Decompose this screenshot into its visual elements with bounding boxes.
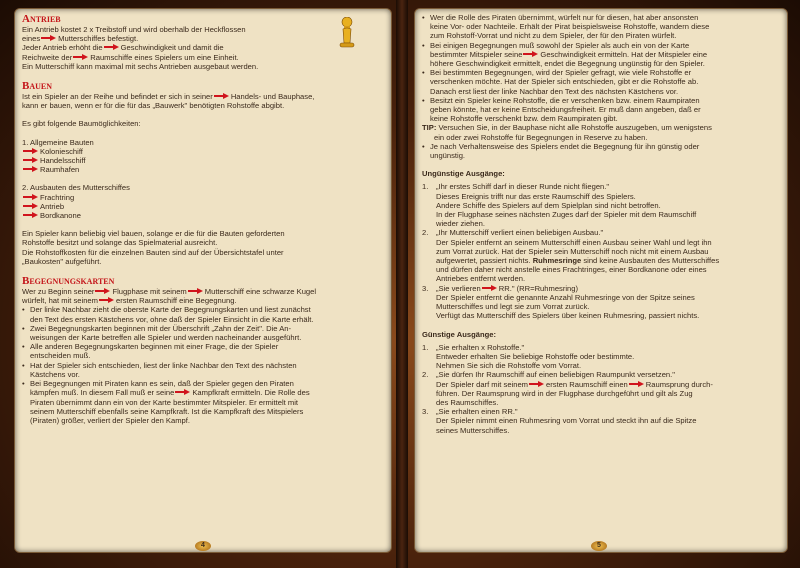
red-arrow-icon (99, 297, 114, 303)
red-arrow-icon (23, 203, 38, 209)
list-item: 3. „Sie erhalten einen RR." Der Spieler nimmt einen Ruhmesring vom Vorrat und steckt ihn auf die Spitze seines Mutterschiffes. (422, 407, 780, 435)
list-item: • Je nach Verhaltensweise des Spielers endet die Begegnung für ihn günstig oder ungünstig. (422, 142, 780, 160)
favorable-outcomes-heading: Günstige Ausgänge: (422, 329, 496, 339)
red-arrow-icon (41, 35, 56, 41)
list-item: • Der linke Nachbar zieht die oberste Karte der Begegnungskarten und liest zunächst den Text des ersten Kästchens vor, ohne daß der Spieler Einsicht in die Karte erhält. (22, 305, 384, 323)
page-number: 4 (195, 541, 211, 551)
list-item: • Wer die Rolle des Piraten übernimmt, würfelt nur für diesen, hat aber ansonsten keine Vor- oder Nachteile. Erhält der Pirat beispielsweise Rohstoffe, wandern diese zum Rohstoff-Vorrat und nicht zu dem Spieler, der für den Piraten würfelt. (422, 13, 780, 41)
red-arrow-icon (23, 212, 38, 218)
antrieb-heading: Antrieb (22, 13, 61, 25)
build-group-2: 2. Ausbauten des Mutterschiffes (22, 183, 130, 193)
red-arrow-icon (23, 194, 38, 200)
bauen-heading: Bauen (22, 80, 53, 93)
list-item: • Bei einigen Begegnungen muß sowohl der Spieler als auch ein von der Karte bestimmter Mitspieler seine Geschwindigkeit ermitteln. Hat der Mitspieler eine höhere Geschwindigkeit ermittelt, endet die Begegnung ungünstig für den Spieler. (422, 41, 780, 69)
tip: TIP: Versuchen Sie, in der Bauphase nicht alle Rohstoffe auszugeben, um wenigstens (422, 123, 712, 133)
red-arrow-icon (175, 389, 190, 395)
unfavorable-outcomes-heading: Ungünstige Ausgänge: (422, 169, 505, 179)
list-item: Antrieb (22, 202, 384, 211)
red-arrow-icon (188, 288, 203, 294)
list-item: 2. „Ihr Mutterschiff verliert einen beliebigen Ausbau." Der Spieler entfernt an seinem Mutterschiff einen Ausbau seiner Wahl und legt ihn zum Vorrat zurück. Hat der Spieler sein Mutterschiff noch nicht mit einem Ausbau aufgewertet, passiert nichts. Ruhmesringe sind keine Ausbauten des Mutterschiffes und dürfen daher nicht anstelle eines Frachtringes, einer Bordkanone oder eines Antriebes entfernt werden. (422, 228, 780, 283)
red-arrow-icon (23, 148, 38, 154)
list-item: 3. „Sie verlieren RR." (RR=Ruhmesring) Der Spieler entfernt die genannte Anzahl Ruhmesringe von der Spitze seines Mutterschiffes und legt sie zum Vorrat zurück. Verfügt das Mutterschiff des Spielers über keinen Ruhmesring, passiert nichts. (422, 284, 780, 321)
right-page: • Wer die Rolle des Piraten übernimmt, würfelt nur für diesen, hat aber ansonsten keine Vor- oder Nachteile. Erhält der Pirat beispielsweise Rohstoffe, wandern diese zum Rohstoff-Vorrat und nicht zu dem Spieler, der für den Piraten würfelt. • Bei einigen Begegnungen muß sowohl der Spieler als auch ein von der Karte bestimmter Mitspieler seine Geschwindigkeit ermitteln. Hat der Mitspieler eine höhere Geschwindigkeit ermittelt, endet die Begegnung ungünstig für den Spieler. • Bei bestimmten Begegnungen, wird der Spieler gefragt, wie viele Rohstoffe er verschenken möchte. Hat der Spieler sich entschieden, gibt er die Rohstoffe ab. Danach erst liest der linke Nachbar den Text des nächsten Kästchens vor. • Besitzt ein Spieler keine Rohstoffe, die er verschenken bzw. einem Raumpiraten geben könnte, hat er keine Entscheidungsfreiheit. Er muß dann angeben, daß er keine Rohstoffe verschenkt bzw. dem Raumpiraten gibt. TIP: Versuchen Sie, in der Bauphase nicht alle Rohstoffe auszugeben, um wenigstens ein oder zwei Rohstoffe für Begegnungen in Reserve zu haben. • Je nach Verhaltensweise des Spielers endet die Begegnung für ihn günstig oder ungünstig. Ungünstige Ausgänge: 1. „Ihr erstes Schiff darf in dieser Runde nicht fliegen." Dieses Ereignis trifft nur das erste Raumschiff des Spielers. Andere Schiffe des Spielers auf dem Spielplan sind nicht betroffen. In der Flugphase seines nächsten Zuges darf der Spieler mit dem Raumschiff wieder ziehen. 2. „Ihr Mutterschiff verliert einen beliebigen Ausbau." Der Spieler entfernt an seinem Mutterschiff einen Ausbau seiner Wahl und legt ihn zum Vorrat zurück. Hat der Spieler sein Mutterschiff noch nicht mit einem Ausbau aufgewertet, passiert nichts. Ruhmesringe sind keine Ausbauten des Mutterschiffes und dürfen daher nicht anstelle eines Frachtringes, einer Bordkanone oder eines Antriebes entfernt werden. 3. „Sie verlieren RR." (RR=Ruhmesring) Der Spieler entfernt die genannte Anzahl Ruhmesringe von der Spitze seines Mutterschiffes und legt sie zum Vorrat zurück. Verfügt das Mutterschiff des Spielers über keinen Ruhmesring, passiert nichts. Günstige Ausgänge: 1. „Sie erhalten x Rohstoffe." Entweder erhalten Sie beliebige Rohstoffe oder bestimmte. Nehmen Sie sich die Rohstoffe vom Vorrat. 2. „Sie dürfen Ihr Raumschiff auf einen beliebigen Raumpunkt versetzen." Der Spieler darf mit seinem ersten Raumschiff einen Raumsprung durch- führen. Der Raumsprung wird in der Flugphase durchgeführt und gilt als Zug des Raumschiffes. 3. „Sie erhalten einen RR." Der Spieler nimmt einen Ruhmesring vom Vorrat und steckt ihn auf die Spitze seines Mutterschiffes. 5 (414, 8, 788, 553)
list-item: 1. „Sie erhalten x Rohstoffe." Entweder erhalten Sie beliebige Rohstoffe oder bestimmte. Nehmen Sie sich die Rohstoffe vom Vorrat. (422, 343, 780, 371)
encounter-rules-list-continued (422, 13, 780, 123)
page-number: 5 (591, 541, 607, 551)
list-item: • Hat der Spieler sich entschieden, liest der linke Nachbar den Text des nächsten Kästchens vor. (22, 361, 384, 379)
list-item: • Bei bestimmten Begegnungen, wird der Spieler gefragt, wie viele Rohstoffe er verschenken möchte. Hat der Spieler sich entschieden, gibt er die Rohstoffe ab. Danach erst liest der linke Nachbar den Text des nächsten Kästchens vor. (422, 68, 780, 96)
begegnungskarten-heading: Begegnungskarten (22, 275, 115, 288)
list-item: Raumhafen (22, 165, 384, 174)
favorable-outcomes-list (422, 343, 780, 435)
red-arrow-icon (73, 54, 88, 60)
red-arrow-icon (523, 51, 538, 57)
list-item: Kolonieschiff (22, 147, 384, 156)
list-item: • Alle anderen Begegnungskarten beginnen mit einer Frage, die der Spieler entscheiden muß. (22, 342, 384, 360)
list-item: Handelsschiff (22, 156, 384, 165)
red-arrow-icon (104, 44, 119, 50)
red-arrow-icon (214, 93, 229, 99)
list-item: • Besitzt ein Spieler keine Rohstoffe, die er verschenken bzw. einem Raumpiraten geben könnte, hat er keine Entscheidungsfreiheit. Er muß dann angeben, daß er keine Rohstoffe verschenkt bzw. dem Raumpiraten gibt. (422, 96, 780, 124)
unfavorable-outcomes-list (422, 182, 780, 320)
list-item: • Bei Begegnungen mit Piraten kann es sein, daß der Spieler gegen den Piraten kämpfen muß. In diesem Fall muß er seine Kampfkraft ermitteln. Die Rolle des Piraten übernimmt dann ein von der Karte bestimmter Mitspieler. Er ermittelt mit seinem Mutterschiff ebenfalls seine Kampfkraft. Ist die Kampfkraft des Mitspielers (Piraten) größer, verliert der Spieler den Kampf. (22, 379, 384, 425)
build-group-1: 1. Allgemeine Bauten (22, 137, 94, 147)
list-item: 2. „Sie dürfen Ihr Raumschiff auf einen beliebigen Raumpunkt versetzen." Der Spieler darf mit seinem ersten Raumschiff einen Raumsprung durch- führen. Der Raumsprung wird in der Flugphase durchgeführt und gilt als Zug des Raumschiffes. (422, 370, 780, 407)
red-arrow-icon (629, 381, 644, 387)
red-arrow-icon (482, 285, 497, 291)
encounter-rules-list (22, 305, 384, 425)
red-arrow-icon (23, 157, 38, 163)
list-item: • Zwei Begegnungskarten beginnen mit der Überschrift „Zahn der Zeit". Die An- weisungen der Karte betreffen alle Spieler und werden nacheinander ausgeführt. (22, 324, 384, 342)
left-page: Antrieb Ein Antrieb kostet 2 x Treibstoff und wird oberhalb der Heckflossen eines Mutterschiffes befestigt. Jeder Antrieb erhöht die Geschwindigkeit und damit die Reichweite der Raumschiffe eines Spielers um eine Einheit. Ein Mutterschiff kann maximal mit sechs Antrieben ausgebaut werden. Bauen Ist ein Spieler an der Reihe und befindet er sich in seiner Handels- und Bauphase, kann er bauen, wenn er für die für das „Bauwerk" benötigten Rohstoffe abgibt. Es gibt folgende Baumöglichkeiten: 1. Allgemeine Bauten Kolonieschiff Handelsschiff Raumhafen 2. Ausbauten des Mutterschiffes Frachtring Antrieb Bordkanone Ein Spieler kann beliebig viel bauen, solange er die für die Bauten geforderten Rohstoffe besitzt und solange das Spielmaterial ausreicht. Die Rohstoffkosten für die einzelnen Bauten sind auf der Übersichtstafel unter „Baukosten" aufgeführt. Begegnungskarten Wer zu Beginn seiner Flugphase mit seinem Mutterschiff eine schwarze Kugel würfelt, hat mit seinem ersten Raumschiff eine Begegnung. • Der linke Nachbar zieht die oberste Karte der Begegnungskarten und liest zunächst den Text des ersten Kästchens vor, ohne daß der Spieler Einsicht in die Karte erhält. • Zwei Begegnungskarten beginnen mit der Überschrift „Zahn der Zeit". Die An- weisungen der Karte betreffen alle Spieler und werden nacheinander ausgeführt. • Alle anderen Begegnungskarten beginnen mit einer Frage, die der Spieler entscheiden muß. • Hat der Spieler sich entschieden, liest der linke Nachbar den Text des nächsten Kästchens vor. • Bei Begegnungen mit Piraten kann es sein, daß der Spieler gegen den Piraten kämpfen muß. In diesem Fall muß er seine Kampfkraft ermitteln. Die Rolle des Piraten übernimmt dann ein von der Karte bestimmter Mitspieler. Er ermittelt mit seinem Mutterschiff ebenfalls seine Kampfkraft. Ist die Kampfkraft des Mitspielers (Piraten) größer, verliert der Spieler den Kampf. 4 (14, 8, 392, 553)
antrieb-text: Ein Antrieb kostet 2 x Treibstoff und wird oberhalb der Heckflossen (22, 25, 246, 34)
red-arrow-icon (529, 381, 544, 387)
red-arrow-icon (23, 166, 38, 172)
list-item: Bordkanone (22, 211, 384, 220)
list-item: Frachtring (22, 193, 384, 202)
book-gutter (396, 0, 408, 568)
red-arrow-icon (95, 288, 110, 294)
list-item: 1. „Ihr erstes Schiff darf in dieser Runde nicht fliegen." Dieses Ereignis trifft nur das erste Raumschiff des Spielers. Andere Schiffe des Spielers auf dem Spielplan sind nicht betroffen. In der Flugphase seines nächsten Zuges darf der Spieler mit dem Raumschiff wieder ziehen. (422, 182, 780, 228)
